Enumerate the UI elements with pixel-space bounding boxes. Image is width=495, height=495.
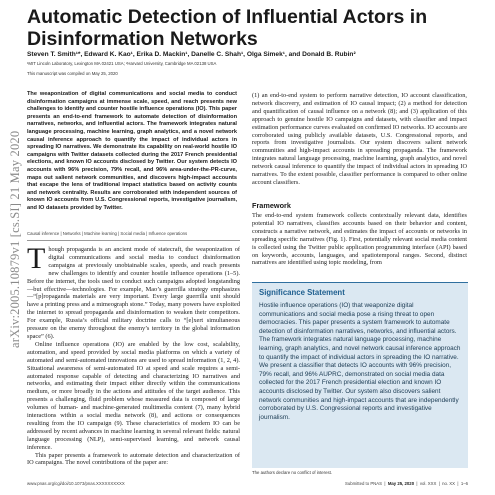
- drop-cap: T: [27, 242, 46, 275]
- footer-separator: |: [457, 481, 459, 486]
- footer-date: May 25, 2020: [387, 481, 415, 486]
- conflict-note: The authors declare no conflict of interest.: [252, 470, 333, 475]
- footer-pages: 1–6: [460, 481, 468, 486]
- significance-body: Hostile influence operations (IO) that weaponize digital communications and social media pose a rising threat to open democracies. This paper presents a system framework to automate detection of disinformation narratives, networks, and influential actors. The framework integrates natural language processing, machine learning, graph analytics, and novel network causal inference approach to quantify the impact of individual actors in spreading the IO narrative. We present a classifier that detects IO accounts with 96% precision, 79% recall, and 96% AUPRC, demonstrated on social media data collected for the 2017 French presidential election and known IO accounts disclosed by Twitter. Our system also discovers salient network communities and high-impact accounts that are independently corroborated by U.S. Congressional reports and investigative journalism.: [259, 302, 461, 421]
- keywords: Causal inference | Networks | Machine learning | Social media | Influence operations: [27, 231, 188, 236]
- doi-link[interactable]: www.pnas.org/cgi/doi/10.1073/pnas.XXXXXXXXXX: [27, 481, 125, 486]
- footer-separator: |: [438, 481, 440, 486]
- intro-paragraph-3: This paper presents a framework to automate detection and characterization of IO campaigns. The novel contributions of the paper are:: [27, 451, 240, 467]
- footer-separator: |: [416, 481, 418, 486]
- intro-paragraph-2: Online influence operations (IO) are enabled by the low cost, scalability, automation, and speed provided by social media platforms on which a variety of automated and semi-automated innovations are used to spread information (1, 2, 4). Situational awareness of semi-automated IO at speed and scale requires a semi-automated response capable of detecting and characterizing IO narratives and networks, and estimating their impact either directly within the communications medium, or more broadly in the actions and attitudes of the target audience. This presents a challenging, fluid problem whose measured data is composed of large volumes of human- and machine-generated multimedia content (7), many hybrid interactions within a social media network (8), and actions or consequences resulting from the IO campaign (9). These characteristics of modern IO can be addressed by recent advances in machine learning in several relevant fields: natural language processing (NLP), semi-supervised learning, and network causal inference.: [27, 340, 240, 451]
- footer-vol: vol. XXX: [419, 481, 437, 486]
- arxiv-id-text: arXiv:2005.10879v1 [cs.SI] 21 May 2020: [8, 130, 22, 348]
- arxiv-identifier: [8, 118, 22, 348]
- footer-submitted: Submitted to PNAS: [345, 481, 383, 486]
- framework-paragraph: The end-to-end system framework collects contextually relevant data, identifies potential IO narratives, classifies accounts based on their behavior and content, constructs a narrative network, and estimates the impact of accounts or networks in spreading specific narratives (Fig. 1). First, potentially relevant social media content is collected using the Twitter public application programming interface (API) based on keywords, accounts, languages, and spatiotemporal ranges. Second, distinct narratives are identified using topic modeling, from: [252, 212, 467, 267]
- contributions-text: (1) an end-to-end system to perform narrative detection, IO account classification, network discovery, and estimation of IO causal impact; (2) a method for detection and quantification of causal influence on a network (8); and (3) application of this approach to genuine hostile IO campaigns and datasets, with classifier and impact estimation performance curves evaluated on confirmed IO networks. IO accounts are corroborated using publicly available datasets, U.S. Congressional reports, and reports from investigative journalists. Our system discovers salient network communities and high-impact accounts in spreading propaganda. The framework integrates natural language processing, machine learning, graph analytics, and novel network causal inference to quantify the impact of individual actors in spreading IO narratives. To the extent possible, classifier performance is compared to other online account classifiers.: [252, 92, 467, 186]
- significance-box: [252, 282, 468, 468]
- abstract: The weaponization of digital communications and social media to conduct disinformation campaigns at immense scale, speed, and reach presents new challenges to identify and counter hostile influence operations (IO). This paper presents an end-to-end framework to automate detection of disinformation narratives, networks, and influential actors. The framework integrates natural language processing, machine learning, graph analytics, and a novel network causal inference approach to quantify the impact of individual actors in spreading IO narratives. We demonstrate its capability on real-world hostile IO campaigns with Twitter datasets collected during the 2017 French presidential elections, and known IO accounts disclosed by Twitter. Our system detects IO accounts with 96% precision, 79% recall, and 96% area-under-the-PR-curve, maps out salient network communities, and discovers high-impact accounts that escape the lens of traditional impact statistics based on activity counts and network centrality. Results are corroborated with independent sources of known IO accounts from U.S. Congressional reports, investigative journalism, and IO datasets provided by Twitter.: [27, 91, 237, 211]
- footer-info: [345, 481, 468, 486]
- footer-separator: |: [384, 481, 386, 486]
- footer-no: no. XX: [442, 481, 456, 486]
- intro-paragraph-1: hough propaganda is an ancient mode of statecraft, the weaponization of digital communications and social media to conduct disinformation campaigns at previously unobtainable scales, speeds, and reach presents new challenges to identify and counter hostile influence operations (1–5). Before the internet, the tools used to conduct such campaigns adopted longstanding—but effective—technologies. For example, Mao’s guerrilla strategy emphasizes—“[p]ropaganda materials are very important. Every large guerrilla unit should have a printing press and a mimeograph stone.” Today, many powers have exploited the internet to spread propaganda and disinformation to weaken their competitors. For example, Russia’s official military doctrine calls to “[e]xert simultaneous pressure on the enemy throughout the enemy’s territory in the global information space” (6).: [27, 246, 240, 340]
- section-heading-framework: Framework: [252, 201, 291, 210]
- manuscript-note: This manuscript was compiled on May 25, 2020: [27, 71, 118, 76]
- divider: [27, 240, 240, 241]
- author-list: Steven T. Smith¹*, Edward K. Kao¹, Erika D. Mackin¹, Danelle C. Shah¹, Olga Simek¹, and Donald B. Rubin²: [27, 51, 356, 58]
- introduction: [27, 242, 240, 467]
- affiliations: ¹MIT Lincoln Laboratory, Lexington MA 02421 USA; ²Harvard University, Cambridge MA 02138 USA: [27, 61, 217, 66]
- contributions-paragraph: [252, 92, 467, 187]
- paper-title: Automatic Detection of Influential Actors in Disinformation Networks: [27, 6, 428, 50]
- significance-title: Significance Statement: [259, 288, 345, 297]
